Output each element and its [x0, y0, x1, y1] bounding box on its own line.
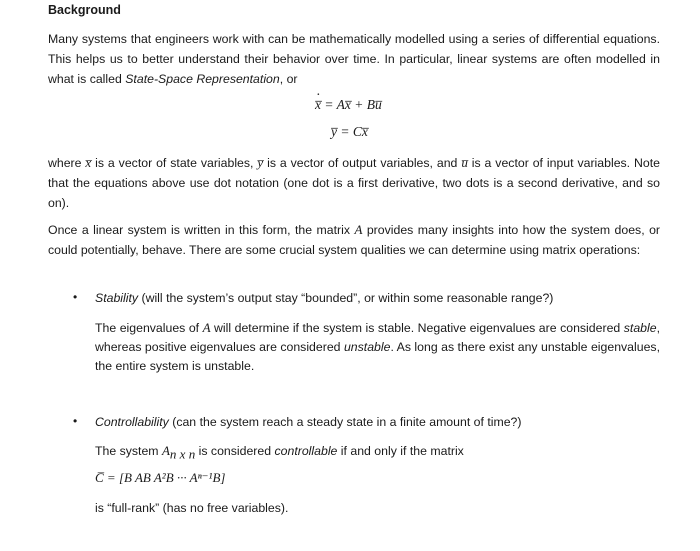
stability-text-3: , whereas positive eigenvalues are considered — [95, 321, 660, 354]
state-equation — [315, 97, 382, 113]
state-vector-symbol: x̅ — [85, 155, 92, 170]
controllability-title — [95, 413, 660, 432]
full-rank-text: is “full-rank” (has no free variables). — [95, 501, 289, 515]
controllability-body — [95, 441, 660, 463]
once-paragraph — [48, 220, 660, 260]
controllability-text-3: if and only if the matrix — [337, 444, 464, 458]
once-text-1: Once a linear system is written in this form, the matrix — [48, 223, 355, 237]
controllability-term: Controllability — [95, 415, 169, 429]
output-equation: y̅ = Cx̅ — [331, 124, 368, 139]
where-text-2: is a vector of state variables, — [91, 156, 258, 170]
bullet-icon: • — [73, 414, 78, 428]
controllability-title-rest: (can the system reach a steady state in a finite amount of time?) — [168, 415, 522, 429]
bullet-icon: • — [73, 290, 78, 304]
state-equation-rhs: = Ax̅ + Bu̅ — [321, 97, 382, 112]
where-text-4: is a vector of input variables. Note that the equations above use dot notation (one dot is a first derivative, two dots is a second derivative, and so on). — [48, 156, 660, 210]
stability-text-4: . As long as there exist any unstable eigenvalues, the entire system is unstable. — [95, 340, 660, 373]
intro-tail: , or — [279, 72, 298, 86]
once-text-2: provides many insights into how the system does, or could potentially, behave. There are some crucial system qualities we can determine using matrix operations: — [48, 223, 660, 257]
input-vector-symbol: u̅ — [461, 155, 468, 170]
unstable-term: unstable — [343, 340, 391, 354]
controllability-text-1: The system — [95, 444, 162, 458]
stable-term: stable — [623, 321, 657, 335]
controllability-text-2: is considered — [195, 444, 275, 458]
controllable-term: controllable — [274, 444, 338, 458]
controllability-matrix-symbol: A — [161, 443, 170, 458]
controllability-matrix-equation: C̅ = [B AB A²B ··· Aⁿ⁻¹B] — [95, 470, 226, 485]
intro-paragraph — [48, 29, 660, 89]
state-equation-lhs: · x̅ — [315, 97, 321, 113]
matrix-dimension-subscript: n x n — [169, 446, 196, 462]
stability-body — [95, 318, 660, 376]
stability-title-rest: (will the system’s output stay “bounded”, or within some reasonable range?) — [138, 291, 554, 305]
stability-title — [95, 289, 660, 308]
intro-text: Many systems that engineers work with can be mathematically modelled using a series of differential equations. This helps us to better understand their behavior over time. In particular, linear systems are often modelled in what is called — [48, 32, 660, 86]
matrix-a-symbol: A — [354, 222, 363, 237]
stability-text-1: The eigenvalues of — [95, 321, 203, 335]
output-vector-symbol: y̅ — [257, 155, 264, 170]
where-paragraph — [48, 153, 660, 213]
stability-text-2: will determine if the system is stable. Negative eigenvalues are considered — [210, 321, 624, 335]
state-space-term: State-Space Representation — [125, 72, 280, 86]
section-heading: Background — [48, 3, 121, 17]
where-text-1: where — [48, 156, 86, 170]
stability-matrix-symbol: A — [202, 320, 211, 335]
stability-term: Stability — [95, 291, 139, 305]
where-text-3: is a vector of output variables, and — [263, 156, 462, 170]
